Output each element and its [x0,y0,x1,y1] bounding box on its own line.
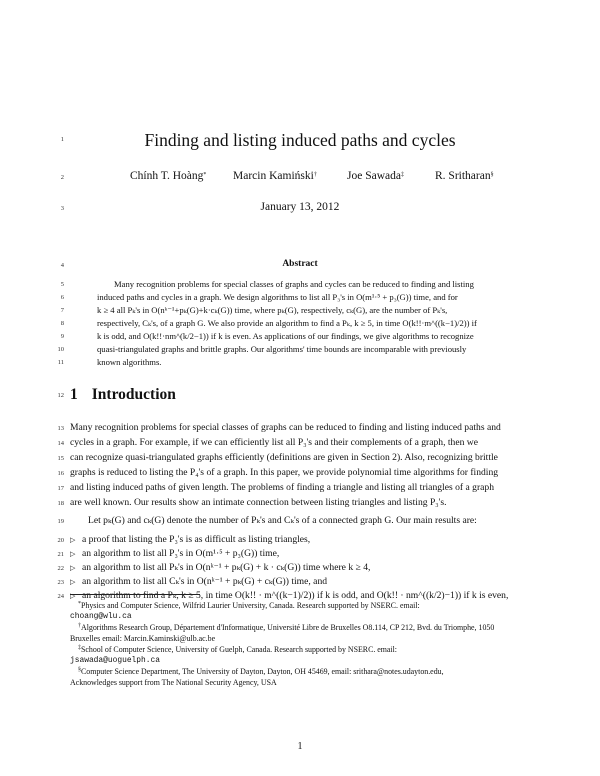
line-number: 7 [60,307,64,314]
triangle-bullet-icon: ▷ [70,550,76,558]
footnote-text: Computer Science Department, The University of Dayton, Dayton, OH 45469, email: srithara@notes.udayton.edu, [81,667,444,676]
author [233,170,317,182]
body-line: graphs is reduced to listing the P₄'s of a graph. In this paper, we provide polynomial time algorithms for finding [70,467,499,478]
abstract-line: known algorithms. [97,357,162,367]
list-item-text: an algorithm to list all P₃'s in O(m¹·⁵ + p₃(G)) time, [82,548,280,559]
footnote-rule [70,594,200,595]
line-number: 6 [60,294,64,301]
body-line: cycles in a graph. For example, if we can efficiently list all P₃'s and their complements of a graph, then we [70,437,478,448]
footnote-text: Algorithms Research Group, Département d'Informatique, Université Libre de Bruxelles O8.114, CP 212, Bvd. du Triomphe, 1050 [81,623,495,632]
section-heading [70,386,176,404]
body-line: Let pₖ(G) and cₖ(G) denote the number of Pₖ's and Cₖ's of a connected graph G. Our main results are: [88,515,477,526]
list-item-text: an algorithm to list all Cₖ's in O(nᵏ⁻¹ + pₖ(G) + cₖ(G)) time, and [82,576,328,587]
body-line: Many recognition problems for special classes of graphs can be reduced to finding and listing induced paths and [70,422,501,433]
triangle-bullet-icon: ▷ [70,578,76,586]
line-number: 9 [60,333,64,340]
body-line: are well known. Our results show an intimate connection between listing triangles and listing P₃'s. [70,497,447,508]
line-number: 15 [57,455,64,462]
line-number: 14 [57,440,64,447]
line-number: 10 [57,346,64,353]
line-number: 18 [57,500,64,507]
line-number: 12 [57,392,64,399]
line-number: 5 [60,281,64,288]
line-number: 13 [57,425,64,432]
line-number: 3 [60,205,64,212]
author-name: Marcin Kamiński [233,170,314,182]
list-item [70,576,327,587]
footnote-email[interactable]: choang@wlu.ca [70,612,132,621]
author-mark: * [203,172,207,178]
list-item-text: a proof that listing the P₃'s is as difficult as listing triangles, [82,534,311,545]
author-name: R. Sritharan [435,170,491,182]
author-mark: § [490,172,494,178]
section-title: Introduction [91,386,176,403]
footnote [78,666,444,677]
line-number: 17 [57,485,64,492]
footnote [78,600,420,611]
list-item [70,548,279,559]
paper-title: Finding and listing induced paths and cycles [144,130,456,150]
triangle-bullet-icon: ▷ [70,592,76,600]
list-item [70,534,310,545]
list-item-text: an algorithm to list all Pₖ's in O(nᵏ⁻¹ + pₖ(G) + k · cₖ(G)) time where k ≥ 4, [82,562,371,573]
line-number: 20 [57,537,64,544]
line-number: 22 [57,565,64,572]
abstract-line: respectively, Cₖ's, of a graph G. We also provide an algorithm to find a Pₖ, k ≥ 5, in time O(k!!·m^((k−1)/2)) if [97,318,477,328]
line-number: 11 [57,359,64,366]
body-line: can recognize quasi-triangulated graphs efficiently (definitions are given in Section 2). Also, recognizing brittle [70,452,498,463]
footnote-mark: * [78,601,81,607]
line-number: 2 [60,174,64,181]
page-number: 1 [297,741,303,752]
line-number: 8 [60,320,64,327]
abstract-line: k ≥ 4 all Pₖ's in O(nᵏ⁻¹+pₖ(G)+k·cₖ(G)) time, where pₖ(G), respectively, cₖ(G), are the number of Pₖ's, [97,305,448,315]
author [130,170,206,182]
date: January 13, 2012 [260,201,340,213]
line-number: 23 [57,579,64,586]
author [347,170,404,182]
list-item-text: an algorithm to find a Pₖ, k ≥ 5, in time O(k!! · m^((k−1)/2)) if k is odd, and O(k!! · nm^((k/2)−1)) if k is even, [82,590,509,601]
footnote: Bruxelles email: Marcin.Kaminski@ulb.ac.be [70,634,216,643]
line-number: 24 [57,593,64,600]
triangle-bullet-icon: ▷ [70,564,76,572]
section-number: 1 [70,386,78,403]
author-name: Joe Sawada [347,170,401,182]
line-number: 19 [57,518,64,525]
abstract-line: Many recognition problems for special classes of graphs and cycles can be reduced to finding and listing [114,279,474,289]
author-name: Chính T. Hoàng [130,170,204,182]
footnote [78,644,397,655]
footnote-mark: ‡ [78,645,81,651]
line-number: 21 [57,551,64,558]
footnote-mark: † [78,623,81,629]
author-mark: ‡ [400,172,404,178]
line-number: 1 [60,136,64,143]
triangle-bullet-icon: ▷ [70,536,76,544]
author-mark: † [313,172,317,178]
footnote-text: Physics and Computer Science, Wilfrid Laurier University, Canada. Research supported by NSERC. email: [81,601,420,610]
list-item [70,562,370,573]
footnote: Acknowledges support from The National Security Agency, USA [70,678,277,687]
footnote-text: School of Computer Science, University of Guelph, Canada. Research supported by NSERC. email: [81,645,397,654]
body-line: and listing induced paths of given length. The problems of finding a triangle and listing all triangles of a graph [70,482,494,493]
footnote-mark: § [78,667,81,673]
abstract-line: induced paths and cycles in a graph. We design algorithms to list all P₃'s in O(m¹·⁵ + p₃(G)) time, and for [97,292,458,302]
abstract-line: k is odd, and O(k!!·nm^(k/2−1)) if k is even. As applications of our findings, we give algorithms to recognize [97,331,474,341]
abstract-heading: Abstract [282,259,318,269]
abstract-line: quasi-triangulated graphs and brittle graphs. Our algorithms' time bounds are incomparable with previously [97,344,467,354]
footnote-email[interactable]: jsawada@uoguelph.ca [70,656,160,665]
footnote [78,622,494,633]
line-number: 4 [60,262,64,269]
author [435,170,494,182]
line-number: 16 [57,470,64,477]
